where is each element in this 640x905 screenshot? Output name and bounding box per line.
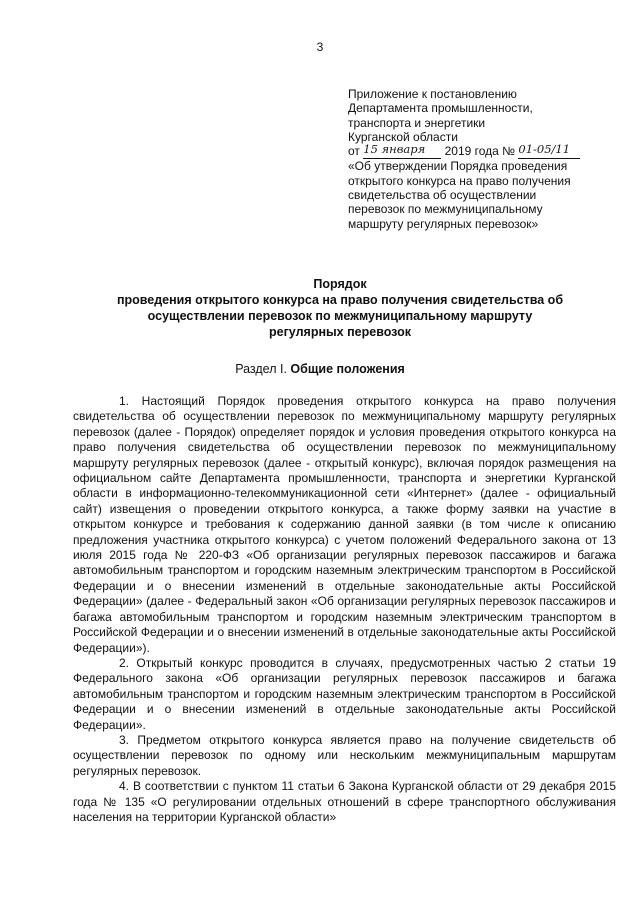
title-line: Порядок — [313, 277, 367, 291]
number-blank — [518, 144, 580, 159]
appendix-line: Приложение к постановлению — [348, 87, 517, 101]
section-heading — [0, 362, 640, 376]
handwritten-date: 15 января — [363, 142, 426, 157]
appendix-quote-line: свидетельства об осуществлении — [348, 188, 537, 203]
section-prefix: Раздел I. — [235, 362, 287, 376]
date-middle: 2019 года № — [444, 144, 516, 159]
title-line: осуществлении перевозок по межмуниципальному маршруту — [147, 309, 533, 323]
document-title — [60, 276, 620, 340]
appendix-quote-line: перевозок по межмуниципальному — [348, 202, 543, 217]
appendix-block — [348, 87, 618, 231]
section-name: Общие положения — [290, 362, 405, 376]
appendix-line: Курганской области — [348, 129, 458, 144]
appendix-quote-line: маршруту регулярных перевозок» — [348, 216, 539, 231]
paragraph: 4. В соответствии с пунктом 11 статьи 6 Закона Курганской области от 29 декабря 2015 года № 135 «О регулировании отдельных отношений в сфере транспортного обслуживания населения на территории Курганской области» — [73, 779, 616, 824]
appendix-line: транспорта и энергетики — [348, 115, 486, 130]
paragraph: 2. Открытый конкурс проводится в случаях, предусмотренных частью 2 статьи 19 Федерального закона «Об организации регулярных перевозок пассажиров и багажа автомобильным транспортом и городским наземным электрическим транспортом в Российской Федерации и о внесении изменений в отдельные законодательные акты Российской Федерации». — [73, 655, 616, 732]
paragraph: 1. Настоящий Порядок проведения открытого конкурса на право получения свидетельства об осуществлении перевозок по межмуниципальному маршруту регулярных перевозок (далее - Порядок) определяет порядок и условия проведения открытого конкурса на право получения свидетельства об осуществлении перевозок по межмуниципальному маршруту регулярных перевозок (далее - открытый конкурс), включая порядок размещения на официальном сайте Департамента промышленности, транспорта и энергетики Курганской области в информационно-телекоммуникационной сети «Интернет» (далее - официальный сайт) извещения о проведении открытого конкурса, а также форму заявки на участие в открытом конкурсе и требования к содержанию данной заявки (в том числе к описанию предложения участника открытого конкурса) с учетом положений Федерального закона от 13 июля 2015 года № 220-ФЗ «Об организации регулярных перевозок пассажиров и багажа автомобильным транспортом и городским наземным электрическим транспортом в Российской Федерации и о внесении изменений в отдельные законодательные акты Российской Федерации» (далее - Федеральный закон «Об организации регулярных перевозок пассажиров и багажа автомобильным транспортом и городским наземным электрическим транспортом в Российской Федерации и о внесении изменений в отдельные законодательные акты Российской Федерации»). — [73, 394, 616, 655]
handwritten-number: 01-05/11 — [518, 142, 571, 157]
paragraph: 3. Предметом открытого конкурса является право на получение свидетельств об осуществлении перевозок по одному или нескольким межмуниципальным маршрутам регулярных перевозок. — [73, 732, 616, 778]
appendix-line: Департамента промышленности, — [348, 101, 533, 116]
date-prefix: от — [348, 144, 360, 159]
appendix-date-line — [348, 144, 618, 159]
title-line: регулярных перевозок — [269, 325, 411, 339]
appendix-quote-line: открытого конкурса на право получения — [348, 173, 571, 188]
appendix-quote-line: «Об утверждении Порядка проведения — [348, 159, 568, 174]
date-blank — [363, 144, 441, 159]
page-number: 3 — [316, 40, 324, 54]
title-line: проведения открытого конкурса на право получения свидетельства об — [116, 293, 564, 307]
document-body — [73, 394, 616, 825]
